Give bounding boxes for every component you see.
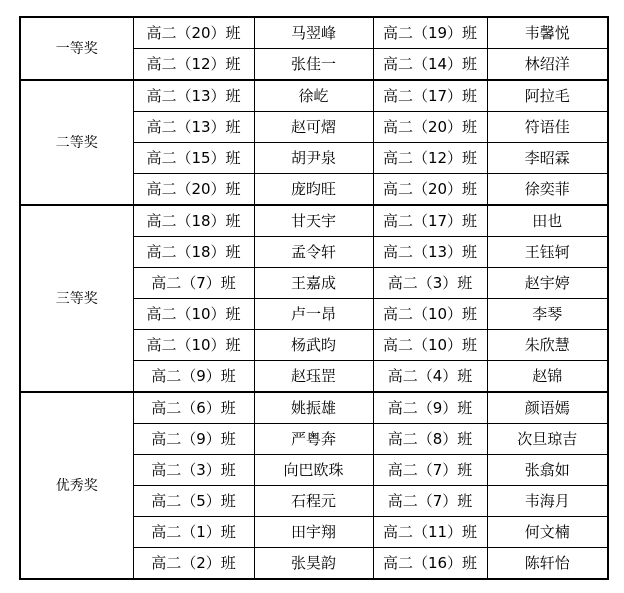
name-cell: 次旦琼吉 (487, 424, 608, 455)
name-cell: 李昭霖 (487, 143, 608, 174)
class-cell: 高二（7）班 (133, 268, 254, 299)
award-table-body (20, 17, 608, 579)
award-table (19, 16, 609, 580)
class-cell: 高二（4）班 (373, 361, 487, 393)
award-level-cell: 二等奖 (20, 80, 133, 205)
class-cell: 高二（20）班 (133, 174, 254, 206)
name-cell: 姚振雄 (254, 392, 373, 424)
class-cell: 高二（15）班 (133, 143, 254, 174)
award-level-cell: 优秀奖 (20, 392, 133, 579)
name-cell: 王钰轲 (487, 237, 608, 268)
class-cell: 高二（20）班 (133, 17, 254, 49)
name-cell: 徐屹 (254, 80, 373, 112)
class-cell: 高二（5）班 (133, 486, 254, 517)
class-cell: 高二（10）班 (373, 330, 487, 361)
name-cell: 田也 (487, 205, 608, 237)
class-cell: 高二（12）班 (373, 143, 487, 174)
name-cell: 陈轩怡 (487, 548, 608, 580)
name-cell: 赵可熠 (254, 112, 373, 143)
class-cell: 高二（13）班 (373, 237, 487, 268)
class-cell: 高二（13）班 (133, 112, 254, 143)
name-cell: 张翕如 (487, 455, 608, 486)
name-cell: 颜语嫣 (487, 392, 608, 424)
name-cell: 朱欣慧 (487, 330, 608, 361)
class-cell: 高二（3）班 (373, 268, 487, 299)
name-cell: 向巴欧珠 (254, 455, 373, 486)
name-cell: 胡尹泉 (254, 143, 373, 174)
class-cell: 高二（10）班 (373, 299, 487, 330)
class-cell: 高二（13）班 (133, 80, 254, 112)
class-cell: 高二（2）班 (133, 548, 254, 580)
name-cell: 孟令轩 (254, 237, 373, 268)
class-cell: 高二（10）班 (133, 330, 254, 361)
class-cell: 高二（20）班 (373, 112, 487, 143)
table-row (20, 17, 608, 49)
name-cell: 赵锦 (487, 361, 608, 393)
class-cell: 高二（11）班 (373, 517, 487, 548)
class-cell: 高二（20）班 (373, 174, 487, 206)
class-cell: 高二（17）班 (373, 205, 487, 237)
name-cell: 林绍洋 (487, 49, 608, 81)
name-cell: 卢一昂 (254, 299, 373, 330)
class-cell: 高二（17）班 (373, 80, 487, 112)
table-row (20, 80, 608, 112)
class-cell: 高二（16）班 (373, 548, 487, 580)
award-level-cell: 一等奖 (20, 17, 133, 80)
name-cell: 石程元 (254, 486, 373, 517)
name-cell: 何文楠 (487, 517, 608, 548)
name-cell: 李琴 (487, 299, 608, 330)
name-cell: 张昊韵 (254, 548, 373, 580)
name-cell: 庞昀旺 (254, 174, 373, 206)
name-cell: 阿拉毛 (487, 80, 608, 112)
class-cell: 高二（3）班 (133, 455, 254, 486)
name-cell: 严粤奔 (254, 424, 373, 455)
class-cell: 高二（9）班 (373, 392, 487, 424)
class-cell: 高二（14）班 (373, 49, 487, 81)
class-cell: 高二（12）班 (133, 49, 254, 81)
name-cell: 甘天宇 (254, 205, 373, 237)
class-cell: 高二（6）班 (133, 392, 254, 424)
table-row (20, 205, 608, 237)
name-cell: 韦海月 (487, 486, 608, 517)
class-cell: 高二（8）班 (373, 424, 487, 455)
name-cell: 赵珏罡 (254, 361, 373, 393)
name-cell: 杨武昀 (254, 330, 373, 361)
class-cell: 高二（9）班 (133, 424, 254, 455)
name-cell: 马翌峰 (254, 17, 373, 49)
name-cell: 韦馨悦 (487, 17, 608, 49)
class-cell: 高二（1）班 (133, 517, 254, 548)
class-cell: 高二（10）班 (133, 299, 254, 330)
table-row (20, 392, 608, 424)
name-cell: 徐奕菲 (487, 174, 608, 206)
class-cell: 高二（18）班 (133, 205, 254, 237)
name-cell: 赵宇婷 (487, 268, 608, 299)
name-cell: 符语佳 (487, 112, 608, 143)
name-cell: 张佳一 (254, 49, 373, 81)
name-cell: 田宇翔 (254, 517, 373, 548)
name-cell: 王嘉成 (254, 268, 373, 299)
class-cell: 高二（7）班 (373, 455, 487, 486)
class-cell: 高二（9）班 (133, 361, 254, 393)
award-level-cell: 三等奖 (20, 205, 133, 392)
class-cell: 高二（18）班 (133, 237, 254, 268)
class-cell: 高二（19）班 (373, 17, 487, 49)
class-cell: 高二（7）班 (373, 486, 487, 517)
